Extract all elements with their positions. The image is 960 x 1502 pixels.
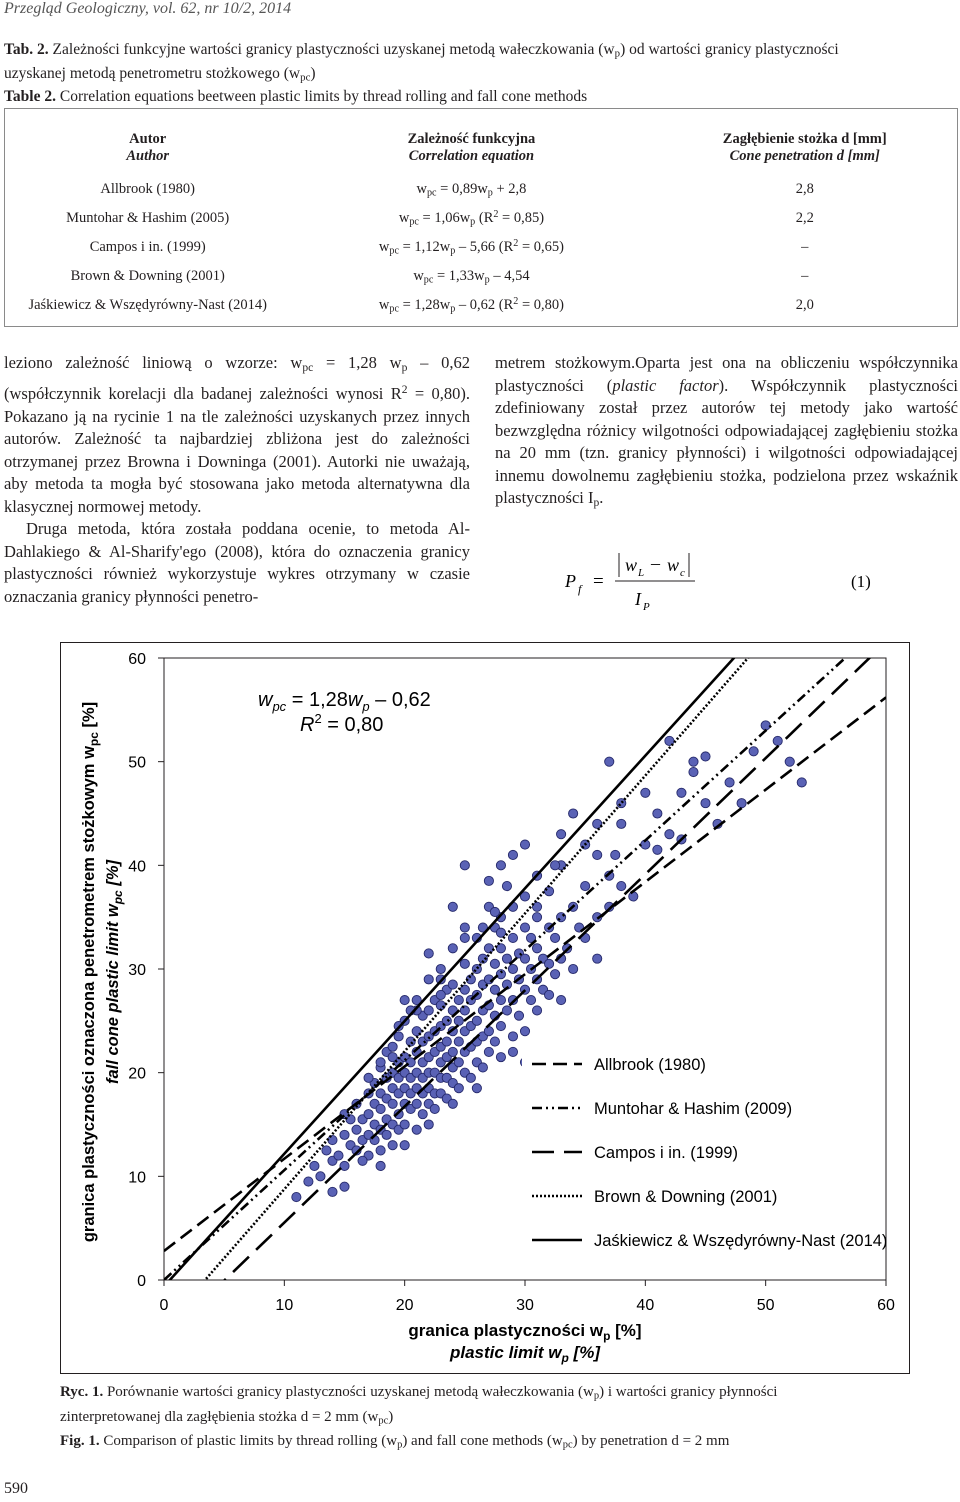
data-point: [605, 757, 614, 766]
data-point: [557, 996, 566, 1005]
data-point: [376, 1146, 385, 1155]
data-point: [508, 933, 517, 942]
y-tick-label: 10: [128, 1169, 146, 1187]
data-point: [526, 996, 535, 1005]
data-point: [508, 850, 517, 859]
x-tick-label: 0: [159, 1297, 169, 1314]
data-point: [388, 1099, 397, 1108]
data-point: [334, 1151, 343, 1160]
y-tick-label: 50: [128, 754, 146, 772]
data-point: [490, 907, 499, 916]
data-point: [442, 1037, 451, 1046]
y-tick-label: 60: [128, 651, 146, 668]
table-row: [5, 233, 958, 262]
data-point: [418, 1110, 427, 1119]
x-axis-label-pl: granica plastyczności $w_p$ [%]: [408, 1321, 642, 1343]
data-point: [496, 1021, 505, 1030]
data-point: [490, 959, 499, 968]
data-point: [496, 996, 505, 1005]
data-point: [532, 944, 541, 953]
right-text-column: [495, 352, 958, 514]
data-point: [454, 1016, 463, 1025]
cell-penetration: –: [801, 238, 809, 255]
data-point: [460, 1006, 469, 1015]
data-point: [364, 1110, 373, 1119]
y-tick-label: 0: [137, 1273, 146, 1290]
data-point: [508, 964, 517, 973]
data-point: [430, 1104, 439, 1113]
data-point: [532, 913, 541, 922]
data-point: [424, 975, 433, 984]
equation-number: (1): [851, 572, 871, 591]
cell-equation: $w_{pc} = 1,33w_p - 4,54$: [413, 267, 530, 286]
table-caption-label-pl: Tab. 2.: [4, 41, 49, 58]
data-point: [310, 1161, 319, 1170]
data-point: [484, 1027, 493, 1036]
cell-equation: $w_{pc} = 0,89w_p + 2,8$: [416, 180, 527, 199]
cell-equation: $w_{pc} = 1,06w_p$ $(R^2 = 0,85)$: [398, 208, 545, 228]
x-tick-label: 50: [756, 1297, 775, 1314]
data-point: [797, 778, 806, 787]
data-point: [496, 861, 505, 870]
y-axis-label-en: fall cone plastic limit $w_{pc}$ [%]: [104, 860, 125, 1084]
data-point: [466, 1073, 475, 1082]
cell-penetration: 2,2: [795, 209, 814, 226]
data-point: [569, 964, 578, 973]
cell-author: Campos i in. (1999): [89, 238, 206, 255]
cell-author: Muntohar & Hashim (2005): [66, 209, 230, 226]
data-point: [629, 892, 638, 901]
data-point: [502, 881, 511, 890]
data-point: [653, 809, 662, 818]
x-tick-label: 60: [877, 1297, 895, 1314]
data-point: [557, 830, 566, 839]
data-point: [641, 788, 650, 797]
table-row: [5, 262, 958, 291]
data-point: [436, 964, 445, 973]
r-squared-annotation: $R^2 = 0,80$: [300, 711, 384, 736]
page-number: 590: [4, 1480, 28, 1497]
scatter-chart: [60, 642, 910, 1374]
left-paragraph-2: Druga metoda, która została poddana ocenie, to metoda Al-Dahlakiego & Al-Sharify'ego (2008), która do oznaczenia granicy plastyczności również wykorzystuje wykres otrzymany w czasie oznaczania granicy płynności penetro-: [4, 519, 470, 606]
right-paragraph-1: metrem stożkowym.Oparta jest ona na obliczeniu współczynnika plastyczności (plastic factor). Współczynnik plastyczności zdefiniowany został przez autorów tej metody jako wartość bezwzględna różnicy wilgotności odpowiadającej zagłębieniu stożka na 20 mm (tzn. granicy płynności) i wilgotności odpowiadającej innemu dowolnemu zagłębieniu stożka, podzielona przez wskaźnik plastyczności $I_p$.: [495, 353, 958, 509]
data-point: [785, 757, 794, 766]
data-point: [328, 1135, 337, 1144]
table-row: [5, 291, 958, 327]
data-point: [611, 850, 620, 859]
cell-author: Brown & Downing (2001): [70, 267, 225, 284]
data-point: [460, 933, 469, 942]
data-point: [424, 1006, 433, 1015]
table-header-row: [5, 109, 958, 175]
header-author: Autor Author: [126, 130, 170, 164]
table-row: [5, 204, 958, 233]
legend-label: Allbrook (1980): [594, 1056, 706, 1074]
data-point: [689, 767, 698, 776]
table-caption-text-pl: Zależności funkcyjne wartości granicy plastyczności uzyskanej metodą wałeczkowania $(w_p)$ od wartości granicy plastyczności uzyskanej metodą penetrometru stożkowego $(w_{pc})$: [4, 41, 839, 84]
cell-penetration: –: [801, 267, 809, 284]
data-point: [394, 1032, 403, 1041]
cell-penetration: 2,0: [795, 296, 814, 313]
legend-label: Muntohar & Hashim (2009): [594, 1100, 793, 1118]
data-point: [550, 933, 559, 942]
svg-text:I: I: [635, 589, 641, 609]
chart-legend: [522, 1042, 887, 1268]
left-text-column: [4, 352, 470, 608]
y-axis-label-pl: granica plastyczności oznaczona penetrometrem stożkowym $w_{pc}$ [%]: [80, 701, 101, 1243]
data-point: [400, 996, 409, 1005]
figure-caption-label-pl: Ryc. 1.: [60, 1384, 104, 1400]
data-point: [412, 1099, 421, 1108]
left-paragraph-1: leziono zależność liniową o wzorze: $w_{pc} = 1,28$ $w_p - 0,62$ (współczynnik korelacji dla badanej zależności wynosi $R^2 = 0,80$). Pokazano ją na rycinie 1 na tle zależności uzyskanych przez innych autorów. Zależność ta najbardziej zbliżona jest do zależności otrzymanej przez Browna i Downinga (2001). Autorki nie uważają, aby metoda ta mogła być stosowana jako metoda alternatywna dla klasycznej normowej metody.: [4, 353, 471, 516]
legend-label: Campos i in. (1999): [594, 1144, 738, 1162]
data-point: [761, 721, 770, 730]
data-point: [532, 1006, 541, 1015]
running-header: Przegląd Geologiczny, vol. 62, nr 10/2, 2014: [4, 0, 292, 17]
data-point: [316, 1172, 325, 1181]
svg-text:w: w: [625, 555, 638, 575]
data-point: [376, 1161, 385, 1170]
data-point: [472, 1016, 481, 1025]
data-point: [448, 1099, 457, 1108]
data-point: [593, 850, 602, 859]
data-point: [520, 923, 529, 932]
data-point: [520, 840, 529, 849]
data-point: [593, 954, 602, 963]
data-point: [448, 944, 457, 953]
x-tick-label: 40: [636, 1297, 655, 1314]
data-point: [490, 985, 499, 994]
data-point: [677, 788, 686, 797]
figure-caption-text-pl: Porównanie wartości granicy plastyczności uzyskanej metodą wałeczkowania $(w_p)$ i wartości granicy płynności zinterpretowanej dla zagłębienia stożka d = 2 mm $(w_{pc})$: [60, 1384, 778, 1427]
y-tick-label: 30: [128, 962, 146, 979]
data-point: [520, 954, 529, 963]
header-penetration: Zagłębienie stożka d [mm] Cone penetration d [mm]: [722, 130, 887, 164]
data-point: [725, 778, 734, 787]
data-point: [292, 1192, 301, 1201]
data-point: [617, 819, 626, 828]
data-point: [496, 928, 505, 937]
y-tick-label: 40: [128, 858, 146, 876]
data-point: [490, 1037, 499, 1046]
table-row: [5, 175, 958, 204]
cell-author: Allbrook (1980): [100, 180, 196, 197]
svg-text:P: P: [565, 571, 576, 591]
cell-equation: $w_{pc} = 1,28w_p - 0,62$ $(R^2 = 0,80)$: [378, 295, 564, 315]
data-point: [550, 970, 559, 979]
x-tick-label: 10: [275, 1297, 294, 1314]
data-point: [364, 1073, 373, 1082]
data-point: [460, 923, 469, 932]
data-point: [454, 996, 463, 1005]
x-axis-label-en: plastic limit $w_p$ [%]: [450, 1343, 600, 1365]
data-point: [502, 954, 511, 963]
data-point: [460, 861, 469, 870]
data-point: [478, 1063, 487, 1072]
data-point: [340, 1182, 349, 1191]
svg-text:f: f: [578, 582, 582, 596]
x-tick-label: 20: [395, 1297, 414, 1314]
data-point: [701, 799, 710, 808]
figure-caption: [60, 1382, 950, 1456]
data-point: [472, 1084, 481, 1093]
data-point: [496, 944, 505, 953]
data-point: [454, 1037, 463, 1046]
data-point: [544, 990, 553, 999]
cell-equation: $w_{pc} = 1,12w_p - 5,66$ $(R^2 = 0,65)$: [378, 237, 564, 257]
plastic-factor-equation: [555, 545, 935, 615]
data-point: [400, 1120, 409, 1129]
data-point: [514, 1011, 523, 1020]
data-point: [484, 876, 493, 885]
svg-text:c: c: [680, 567, 685, 579]
data-point: [749, 747, 758, 756]
cell-author: Jaśkiewicz & Wszędyrówny-Nast (2014): [28, 296, 267, 313]
data-point: [508, 1047, 517, 1056]
data-point: [388, 1042, 397, 1051]
data-point: [773, 736, 782, 745]
data-point: [550, 861, 559, 870]
data-point: [376, 1104, 385, 1113]
data-point: [484, 944, 493, 953]
data-point: [484, 1047, 493, 1056]
figure-caption-label-en: Fig. 1.: [60, 1433, 100, 1450]
data-point: [665, 830, 674, 839]
data-point: [460, 959, 469, 968]
data-point: [382, 1130, 391, 1139]
data-point: [737, 799, 746, 808]
data-point: [557, 913, 566, 922]
data-point: [340, 1130, 349, 1139]
svg-text:–: –: [651, 553, 660, 573]
y-tick-label: 20: [128, 1065, 146, 1083]
figure-caption-text-en: Comparison of plastic limits by thread rolling $(w_p)$ and fall cone methods $(w_{pc})$ by penetration d = 2 mm: [103, 1433, 730, 1451]
data-point: [448, 902, 457, 911]
data-point: [593, 819, 602, 828]
data-point: [376, 1058, 385, 1067]
legend-label: Jaśkiewicz & Wszędyrówny-Nast (2014): [594, 1232, 888, 1250]
data-point: [412, 1125, 421, 1134]
data-point: [454, 1084, 463, 1093]
data-point: [569, 809, 578, 818]
data-point: [304, 1177, 313, 1186]
data-point: [424, 949, 433, 958]
data-point: [581, 881, 590, 890]
data-point: [358, 1156, 367, 1165]
data-point: [508, 1032, 517, 1041]
table-caption-text-en: Correlation equations beetween plastic limits by thread rolling and fall cone methods: [59, 88, 588, 106]
data-point: [502, 1006, 511, 1015]
svg-text:L: L: [638, 567, 645, 579]
data-point: [388, 1141, 397, 1150]
data-point: [406, 1037, 415, 1046]
data-point: [653, 845, 662, 854]
correlation-table: [4, 108, 958, 327]
regression-equation-annotation: $w_{pc} = 1,28w_p - 0,62$: [258, 689, 431, 714]
data-point: [328, 1187, 337, 1196]
data-point: [496, 1053, 505, 1062]
svg-text:=: =: [593, 571, 604, 592]
data-point: [424, 1120, 433, 1129]
data-point: [448, 980, 457, 989]
data-point: [544, 959, 553, 968]
data-point: [701, 752, 710, 761]
data-point: [520, 1027, 529, 1036]
svg-text:P: P: [643, 601, 650, 613]
table-caption-label-en: Table 2.: [4, 88, 56, 106]
data-point: [448, 1047, 457, 1056]
cell-penetration: 2,8: [795, 180, 814, 197]
data-point: [400, 1141, 409, 1150]
data-point: [322, 1146, 331, 1155]
data-point: [689, 757, 698, 766]
table-caption: [4, 40, 954, 107]
data-point: [617, 881, 626, 890]
data-point: [532, 902, 541, 911]
header-equation: Zależność funkcyjna Correlation equation: [407, 130, 536, 164]
legend-label: Brown & Downing (2001): [594, 1188, 778, 1206]
svg-text:w: w: [667, 555, 680, 575]
x-tick-label: 30: [516, 1297, 534, 1314]
data-point: [436, 990, 445, 999]
data-point: [352, 1125, 361, 1134]
